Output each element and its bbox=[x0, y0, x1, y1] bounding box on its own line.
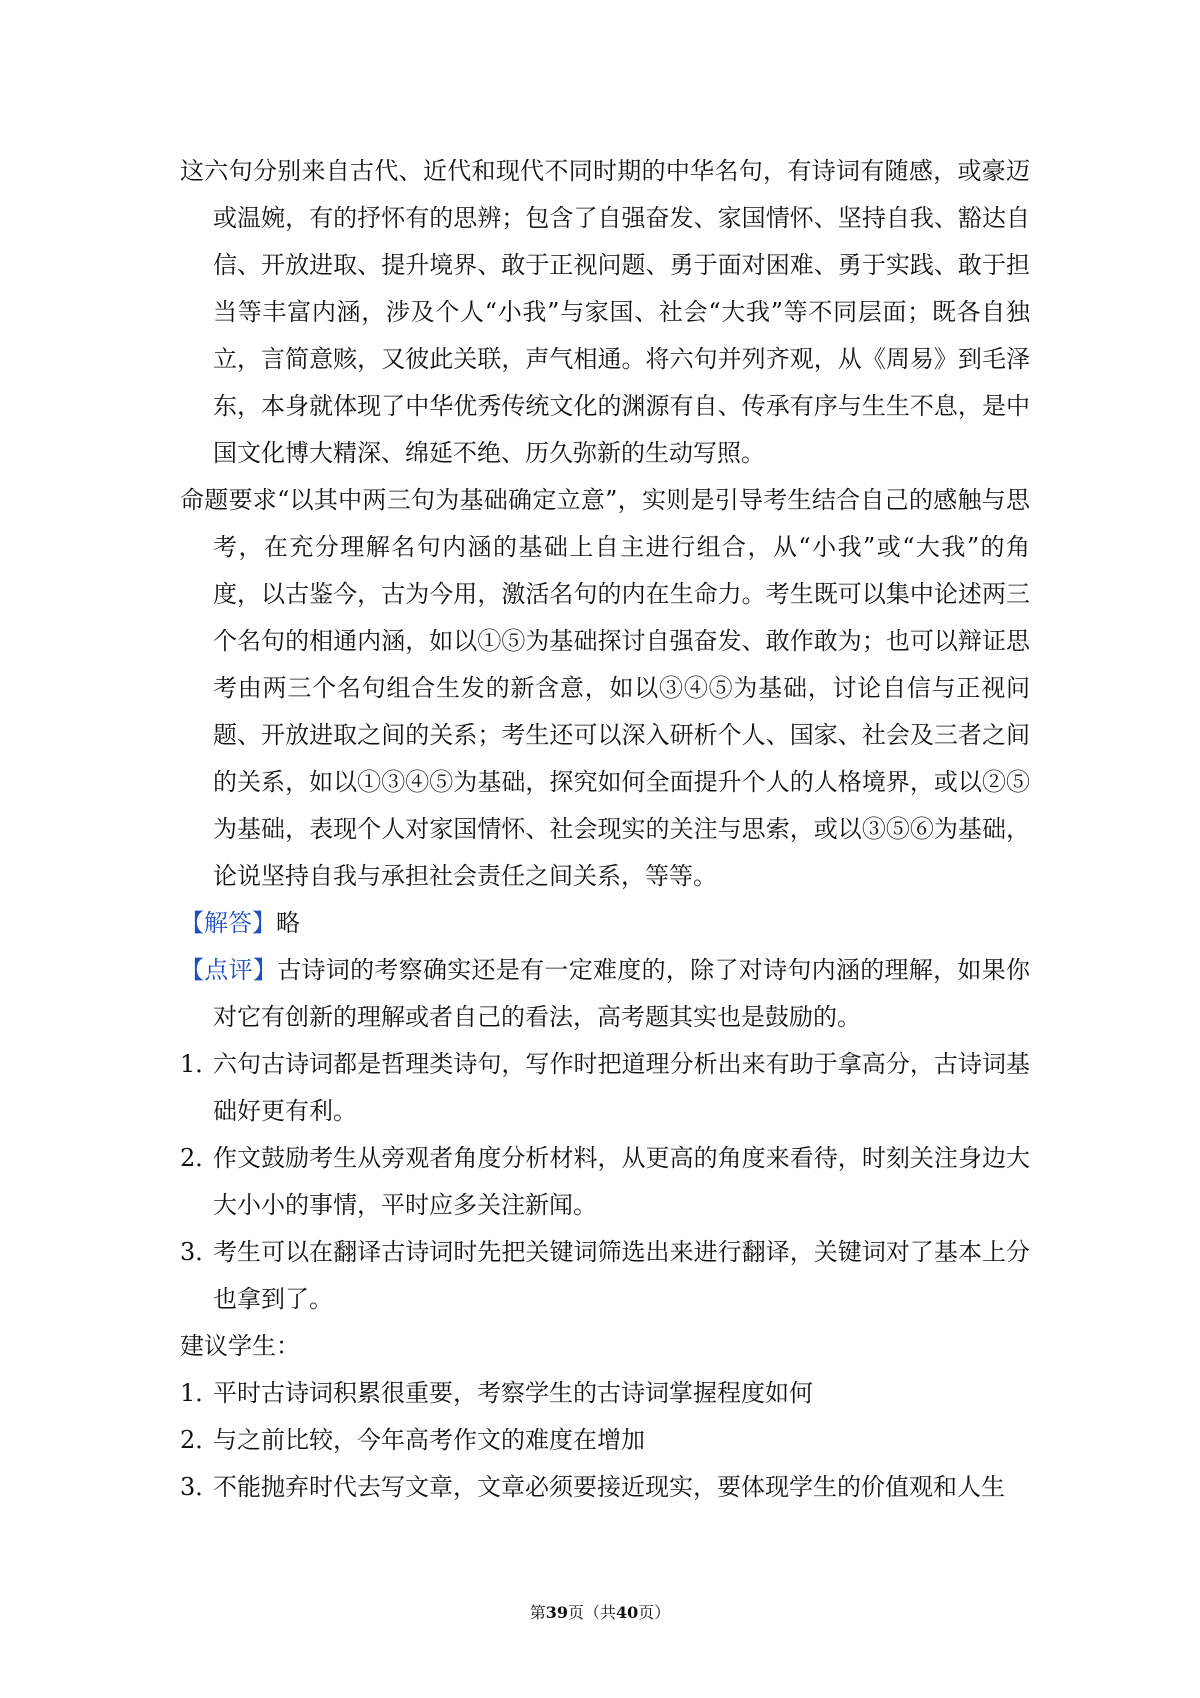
list-item bbox=[180, 1135, 1030, 1229]
footer-middle: 页（共 bbox=[567, 1603, 616, 1622]
list-text: 考生可以在翻译古诗词时先把关键词筛选出来进行翻译，关键词对了基本上分也拿到了。 bbox=[213, 1238, 1030, 1313]
list-number: 1． bbox=[180, 1050, 220, 1078]
list-item bbox=[180, 1041, 1030, 1135]
list-number: 1． bbox=[180, 1379, 220, 1407]
list-item bbox=[180, 1417, 1030, 1464]
list-number: 2． bbox=[180, 1426, 220, 1454]
list-text: 与之前比较，今年高考作文的难度在增加 bbox=[213, 1426, 645, 1454]
page-content bbox=[180, 148, 1030, 1511]
footer-prefix: 第 bbox=[529, 1603, 546, 1622]
page-footer bbox=[0, 1600, 1200, 1623]
page-number: 39 bbox=[545, 1603, 568, 1622]
list-text: 六句古诗词都是哲理类诗句，写作时把道理分析出来有助于拿高分，古诗词基础好更有利。 bbox=[213, 1050, 1030, 1125]
footer-suffix: 页） bbox=[638, 1603, 671, 1622]
comment-line bbox=[180, 947, 1030, 1041]
list-item bbox=[180, 1229, 1030, 1323]
list-number: 2． bbox=[180, 1144, 220, 1172]
comment-tag: 【点评】 bbox=[180, 956, 278, 984]
list-item bbox=[180, 1464, 1030, 1511]
total-pages: 40 bbox=[616, 1603, 639, 1622]
comment-text: 古诗词的考察确实还是有一定难度的，除了对诗句内涵的理解，如果你对它有创新的理解或者自己的看法，高考题其实也是鼓励的。 bbox=[213, 956, 1031, 1031]
list-text: 作文鼓励考生从旁观者角度分析材料，从更高的角度来看待，时刻关注身边大大小小的事情，平时应多关注新闻。 bbox=[213, 1144, 1030, 1219]
list-number: 3． bbox=[180, 1238, 220, 1266]
suggest-heading: 建议学生： bbox=[180, 1332, 300, 1360]
paragraph-requirement: 命题要求“以其中两三句为基础确定立意”，实则是引导考生结合自己的感触与思考，在充分理解名句内涵的基础上自主进行组合，从“小我”或“大我”的角度，以古鉴今，古为今用，激活名句的内在生命力。考生既可以集中论述两三个名句的相通内涵，如以①⑤为基础探讨自强奋发、敢作敢为；也可以辩证思考由两三个名句组合生发的新含意，如以③④⑤为基础，讨论自信与正视问题、开放进取之间的关系；考生还可以深入研析个人、国家、社会及三者之间的关系，如以①③④⑤为基础，探究如何全面提升个人的人格境界，或以②⑤为基础，表现个人对家国情怀、社会现实的关注与思索，或以③⑤⑥为基础，论说坚持自我与承担社会责任之间关系，等等。 bbox=[180, 486, 1030, 890]
list-item bbox=[180, 1370, 1030, 1417]
answer-tag: 【解答】 bbox=[180, 909, 276, 937]
answer-text: 略 bbox=[276, 909, 300, 937]
answer-line bbox=[180, 900, 1030, 947]
paragraph-analysis: 这六句分别来自古代、近代和现代不同时期的中华名句，有诗词有随感，或豪迈或温婉，有的抒怀有的思辨；包含了自强奋发、家国情怀、坚持自我、豁达自信、开放进取、提升境界、敢于正视问题、勇于面对困难、勇于实践、敢于担当等丰富内涵，涉及个人“小我”与家国、社会“大我”等不同层面；既各自独立，言简意赅，又彼此关联，声气相通。将六句并列齐观，从《周易》到毛泽东，本身就体现了中华优秀传统文化的渊源有自、传承有序与生生不息，是中国文化博大精深、绵延不绝、历久弥新的生动写照。 bbox=[180, 157, 1030, 467]
list-text: 平时古诗词积累很重要，考察学生的古诗词掌握程度如何 bbox=[213, 1379, 813, 1407]
list-text: 不能抛弃时代去写文章，文章必须要接近现实，要体现学生的价值观和人生 bbox=[213, 1473, 1005, 1501]
list-number: 3． bbox=[180, 1473, 220, 1501]
